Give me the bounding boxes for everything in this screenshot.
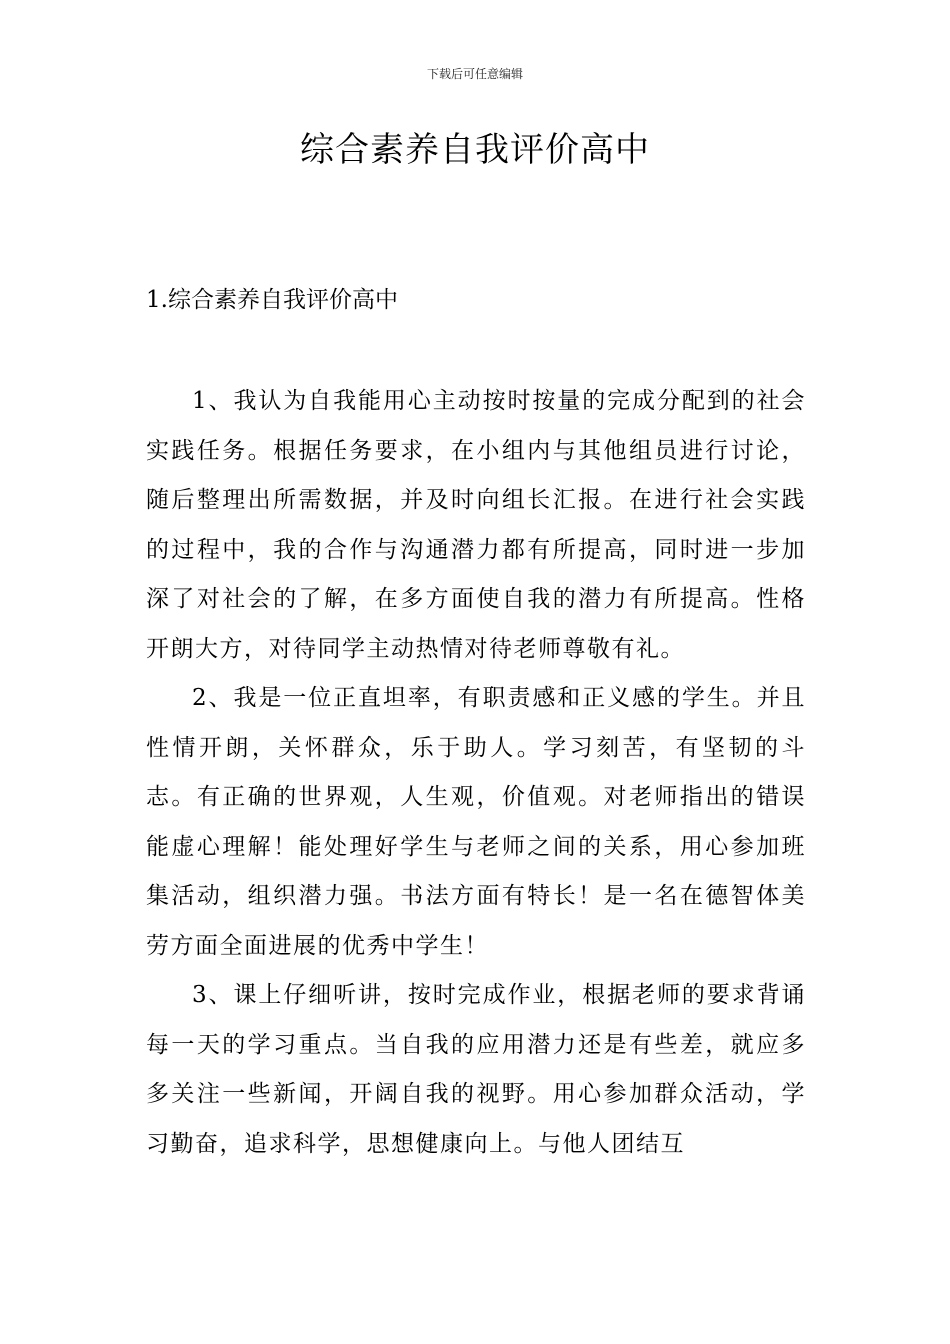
section-heading: 1.综合素养自我评价高中 [146,287,398,313]
paragraph-2: 2、我是一位正直坦率，有职责感和正义感的学生。并且性情开朗，关怀群众，乐于助人。学习刻苦，有坚韧的斗志。有正确的世界观，人生观，价值观。对老师指出的错误能虚心理解！能处理好学生与老师之间的关系，用心参加班集活动，组织潜力强。书法方面有特长！是一名在德智体美劳方面全面进展的优秀中学生！ [146,685,806,959]
document-body [146,377,806,1169]
document-title: 综合素养自我评价高中 [300,130,650,170]
paragraph-1: 1、我认为自我能用心主动按时按量的完成分配到的社会实践任务。根据任务要求，在小组内与其他组员进行讨论，随后整理出所需数据，并及时向组长汇报。在进行社会实践的过程中，我的合作与沟通潜力都有所提高，同时进一步加深了对社会的了解，在多方面使自我的潜力有所提高。性格开朗大方，对待同学主动热情对待老师尊敬有礼。 [146,388,806,662]
paragraph-3: 3、课上仔细听讲，按时完成作业，根据老师的要求背诵每一天的学习重点。当自我的应用潜力还是有些差，就应多多关注一些新闻，开阔自我的视野。用心参加群众活动，学习勤奋，追求科学，思想健康向上。与他人团结互 [146,982,806,1157]
header-note: 下载后可任意编辑 [426,67,523,81]
